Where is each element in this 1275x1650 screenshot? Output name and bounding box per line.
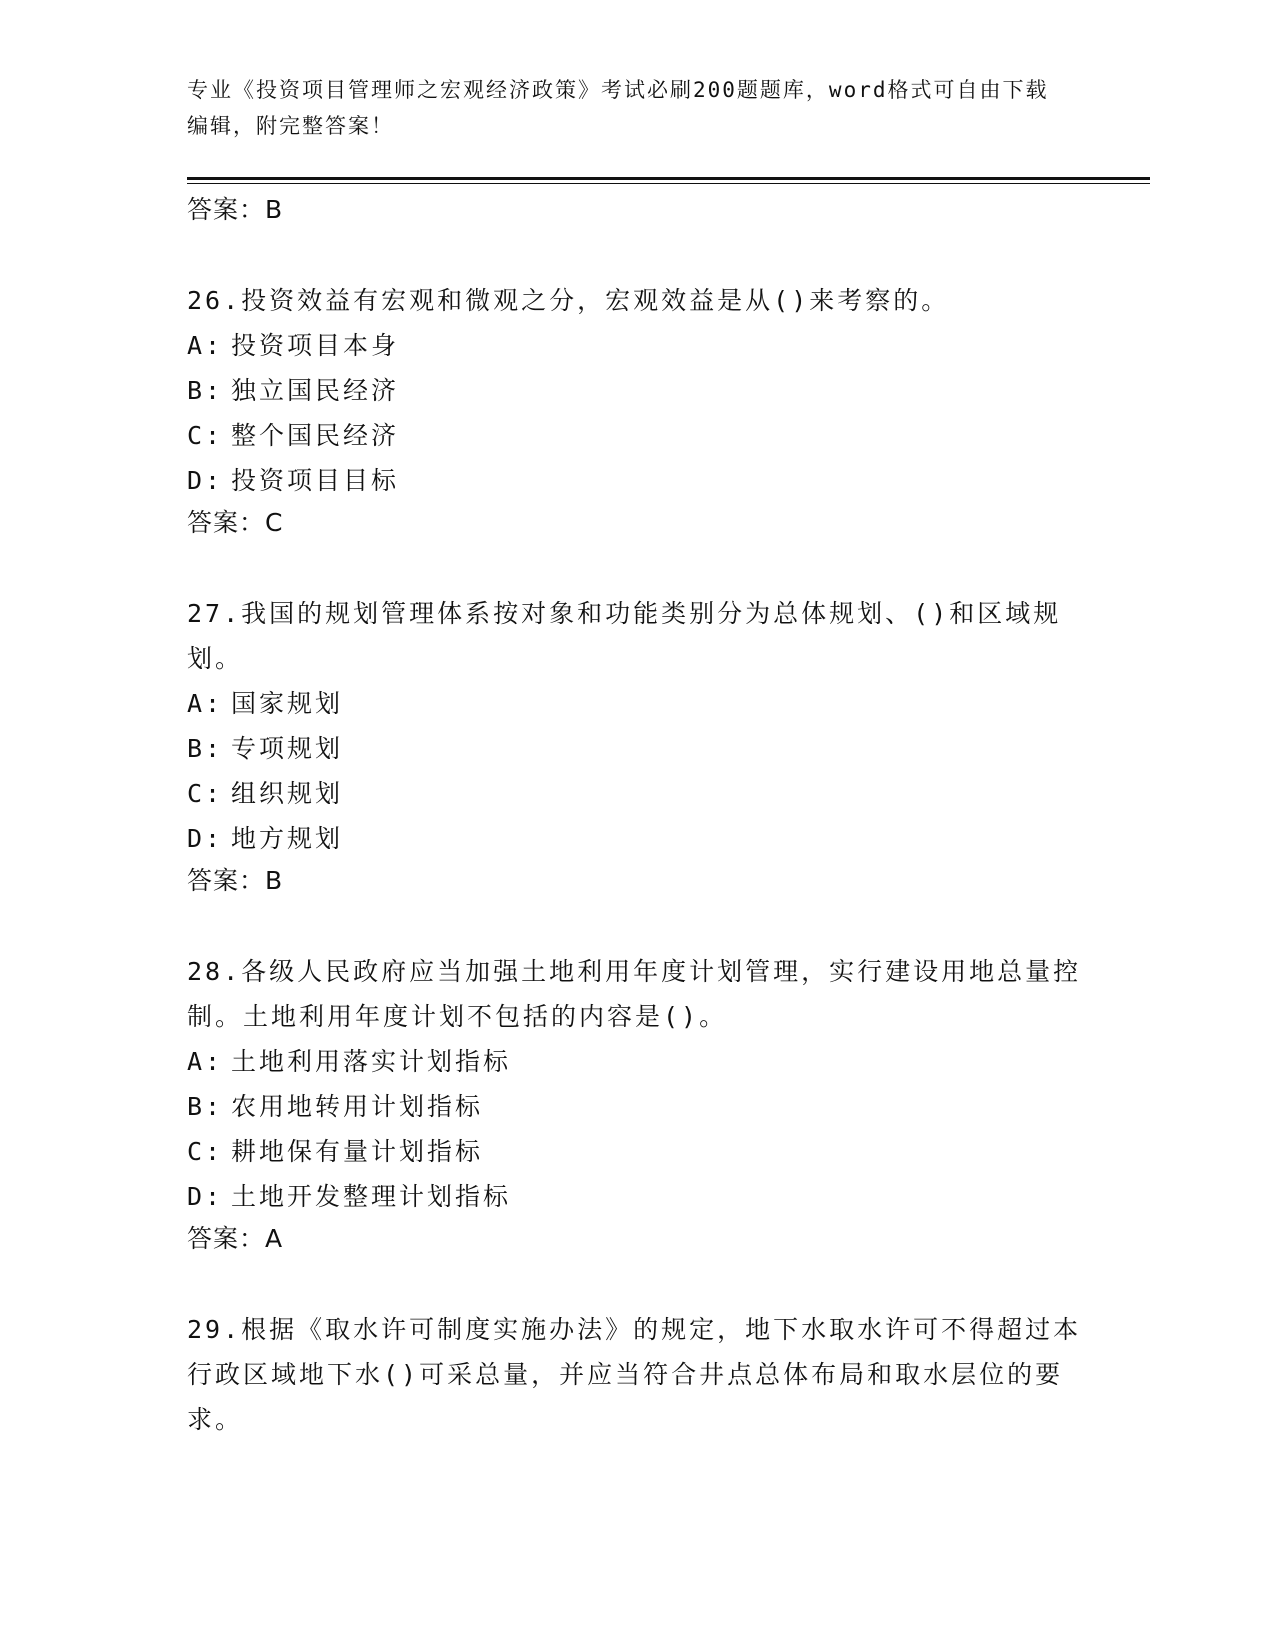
option-text: 耕地保有量计划指标: [231, 1137, 484, 1166]
option-letter: B:: [187, 734, 224, 763]
question-27: [187, 591, 1087, 901]
option-letter: C:: [187, 1137, 224, 1166]
option-text: 组织规划: [231, 779, 344, 808]
header-divider-thick: [187, 177, 1150, 180]
question-list: [187, 190, 1087, 1442]
question-stem: 27.我国的规划管理体系按对象和功能类别分为总体规划、()和区域规划。: [187, 599, 1062, 673]
option-text: 投资项目本身: [231, 331, 400, 360]
question-26: [187, 278, 1087, 543]
question-stem: 28.各级人民政府应当加强土地利用年度计划管理，实行建设用地总量控制。土地利用年度计划不包括的内容是()。: [187, 957, 1082, 1031]
option-b: [187, 1084, 1087, 1129]
option-letter: B:: [187, 1092, 224, 1121]
header-divider-thin: [187, 183, 1150, 184]
option-text: 地方规划: [231, 824, 344, 853]
answer-line: 答案：A: [187, 1224, 284, 1253]
option-letter: B:: [187, 376, 224, 405]
document-header: 专业《投资项目管理师之宏观经济政策》考试必刷200题题库，word格式可自由下载编辑，附完整答案！: [187, 78, 1049, 138]
option-letter: C:: [187, 421, 224, 450]
option-text: 土地开发整理计划指标: [231, 1182, 512, 1211]
option-a: [187, 681, 1087, 726]
option-letter: C:: [187, 779, 224, 808]
option-text: 土地利用落实计划指标: [231, 1047, 512, 1076]
option-text: 农用地转用计划指标: [231, 1092, 484, 1121]
option-letter: D:: [187, 1182, 224, 1211]
answer-line: 答案：C: [187, 508, 284, 537]
question-29: [187, 1307, 1087, 1442]
option-a: [187, 323, 1087, 368]
option-letter: D:: [187, 824, 224, 853]
option-d: [187, 1174, 1087, 1219]
option-letter: A:: [187, 689, 224, 718]
option-text: 投资项目目标: [231, 466, 400, 495]
option-b: [187, 726, 1087, 771]
option-letter: D:: [187, 466, 224, 495]
question-28: [187, 949, 1087, 1259]
option-c: [187, 771, 1087, 816]
option-text: 整个国民经济: [231, 421, 400, 450]
option-c: [187, 413, 1087, 458]
option-letter: A:: [187, 1047, 224, 1076]
question-stem: 29.根据《取水许可制度实施办法》的规定，地下水取水许可不得超过本行政区域地下水()可采总量，并应当符合井点总体布局和取水层位的要求。: [187, 1315, 1082, 1434]
option-c: [187, 1129, 1087, 1174]
option-letter: A:: [187, 331, 224, 360]
option-a: [187, 1039, 1087, 1084]
option-text: 独立国民经济: [231, 376, 400, 405]
option-b: [187, 368, 1087, 413]
answer-line: 答案：B: [187, 195, 284, 224]
answer-line: 答案：B: [187, 866, 284, 895]
option-d: [187, 816, 1087, 861]
option-d: [187, 458, 1087, 503]
option-text: 专项规划: [231, 734, 344, 763]
question-stem: 26.投资效益有宏观和微观之分，宏观效益是从()来考察的。: [187, 286, 950, 315]
option-text: 国家规划: [231, 689, 344, 718]
